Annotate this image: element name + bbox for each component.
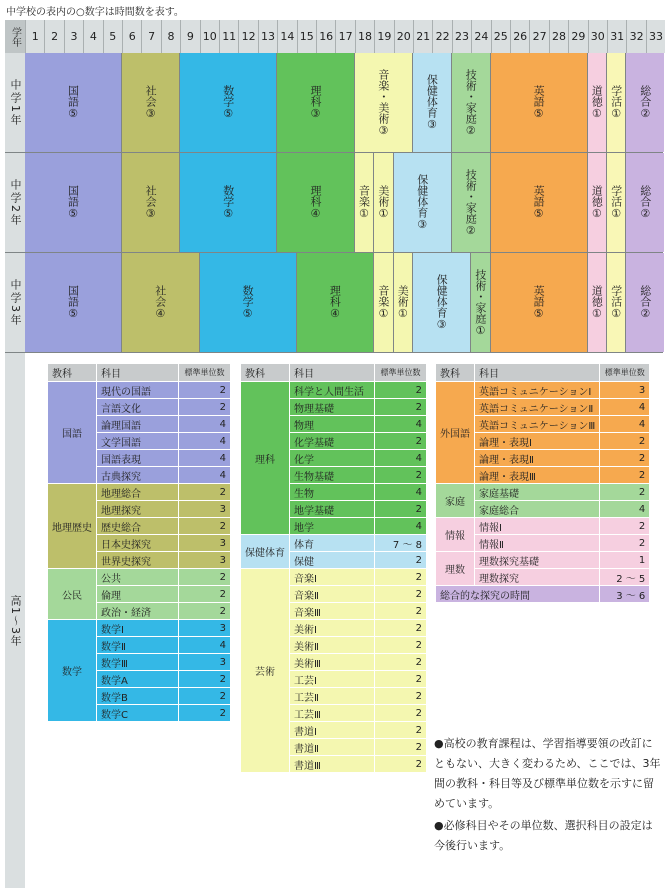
units-cell: 4 — [600, 399, 650, 416]
subject-block-label: 道徳① — [590, 85, 604, 120]
subject-cell: 数学Ⅲ — [97, 654, 179, 671]
units-cell: 2 — [375, 756, 427, 773]
subject-block — [588, 253, 606, 352]
subject-block — [413, 53, 451, 152]
subject-block-label: 音楽① — [376, 285, 390, 320]
table-header-units: 標準単位数 — [600, 364, 650, 382]
column-number: 5 — [103, 20, 122, 53]
subject-block-label: 数学⑤ — [221, 185, 235, 220]
subject-block — [25, 153, 121, 252]
subject-table — [47, 363, 231, 722]
subject-block — [452, 53, 490, 152]
subject-block — [25, 253, 121, 352]
units-cell: 2 — [179, 382, 231, 399]
subject-cell: 理数探究基礎 — [475, 552, 600, 569]
subject-cell: 論理・表現Ⅱ — [475, 450, 600, 467]
subject-block — [355, 53, 412, 152]
subject-cell: 家庭総合 — [475, 501, 600, 518]
units-cell: 2 — [600, 467, 650, 484]
footer-label: 総合的な探究の時間 — [436, 586, 600, 603]
subject-cell: 美術Ⅲ — [290, 654, 375, 671]
column-number: 8 — [161, 20, 180, 53]
table-row — [241, 382, 427, 399]
subject-block — [588, 153, 606, 252]
units-cell: 2 — [179, 671, 231, 688]
subject-cell: 政治・経済 — [97, 603, 179, 620]
subject-cell: 体育 — [290, 535, 375, 552]
caption: 中学校の表内の○数字は時間数を表す。 — [6, 7, 184, 18]
subject-table — [240, 363, 427, 773]
units-cell: 4 — [179, 450, 231, 467]
units-cell: 3 — [179, 620, 231, 637]
subject-block-label: 社会③ — [144, 85, 158, 120]
subject-cell: 文学国語 — [97, 433, 179, 450]
units-cell: 2 — [179, 399, 231, 416]
units-cell: 4 — [375, 518, 427, 535]
category-cell: 保健体育 — [241, 535, 290, 569]
subject-table — [435, 363, 650, 603]
units-cell: 3 — [179, 535, 231, 552]
column-number: 29 — [568, 20, 587, 53]
column-number: 23 — [452, 20, 471, 53]
column-number: 7 — [141, 20, 160, 53]
table-header-category: 教科 — [241, 364, 290, 382]
units-cell: 2 — [375, 467, 427, 484]
column-number: 11 — [219, 20, 238, 53]
category-cell: 家庭 — [436, 484, 475, 518]
column-number: 24 — [471, 20, 490, 53]
subject-block — [607, 153, 625, 252]
units-cell: 2 — [375, 637, 427, 654]
column-number: 2 — [44, 20, 63, 53]
column-number: 10 — [200, 20, 219, 53]
subject-cell: 論理・表現Ⅲ — [475, 467, 600, 484]
subject-cell: 情報Ⅱ — [475, 535, 600, 552]
subject-block — [471, 253, 489, 352]
column-number: 22 — [432, 20, 451, 53]
subject-cell: 音楽Ⅱ — [290, 586, 375, 603]
units-cell: 4 — [600, 416, 650, 433]
subject-block-label: 技術・家庭① — [473, 268, 487, 337]
table-row — [48, 382, 231, 399]
subject-block-label: 数学⑤ — [221, 85, 235, 120]
units-cell: 2 — [179, 705, 231, 722]
table-footer-row — [436, 586, 650, 603]
units-cell: 1 — [600, 552, 650, 569]
table-header-subject: 科目 — [475, 364, 600, 382]
subject-cell: 地理総合 — [97, 484, 179, 501]
units-cell: 3 — [179, 501, 231, 518]
column-number: 30 — [588, 20, 607, 53]
subject-cell: 古典探究 — [97, 467, 179, 484]
units-cell: 2 — [375, 552, 427, 569]
category-cell: 数学 — [48, 620, 97, 722]
column-number: 14 — [277, 20, 296, 53]
column-number: 12 — [238, 20, 257, 53]
subject-block-label: 理科④ — [308, 185, 322, 220]
units-cell: 3 — [179, 654, 231, 671]
column-number: 1 — [25, 20, 44, 53]
subject-block-label: 英語⑤ — [532, 85, 546, 120]
subject-cell: 数学Ⅱ — [97, 637, 179, 654]
units-cell: 2 — [375, 620, 427, 637]
table-row — [436, 382, 650, 399]
table-row — [436, 518, 650, 535]
subject-cell: 化学 — [290, 450, 375, 467]
units-cell: 2 — [600, 433, 650, 450]
subject-cell: 言語文化 — [97, 399, 179, 416]
subject-cell: 数学B — [97, 688, 179, 705]
subject-block — [374, 253, 392, 352]
units-cell: 2 — [375, 739, 427, 756]
grade-label: 中学3年 — [5, 253, 25, 352]
subject-block-label: 国語⑤ — [66, 285, 80, 320]
column-number: 28 — [549, 20, 568, 53]
units-cell: 2 — [179, 603, 231, 620]
subject-block-label: 音楽・美術③ — [376, 68, 390, 137]
category-cell: 芸術 — [241, 569, 290, 773]
subject-block-label: 英語⑤ — [532, 185, 546, 220]
column-number: 9 — [180, 20, 199, 53]
category-cell: 理数 — [436, 552, 475, 586]
subject-block-label: 学活① — [609, 285, 623, 320]
subject-block-label: 保健体育③ — [415, 174, 429, 231]
subject-block — [25, 53, 121, 152]
subject-cell: 化学基礎 — [290, 433, 375, 450]
subject-block-label: 技術・家庭② — [464, 168, 478, 237]
subject-block — [277, 153, 354, 252]
subject-cell: 保健 — [290, 552, 375, 569]
units-cell: 2 — [375, 382, 427, 399]
column-number: 13 — [258, 20, 277, 53]
category-cell: 外国語 — [436, 382, 475, 484]
grade-label: 中学2年 — [5, 153, 25, 252]
subject-cell: 世界史探究 — [97, 552, 179, 569]
table-row — [48, 484, 231, 501]
subject-cell: 音楽Ⅰ — [290, 569, 375, 586]
subject-cell: 科学と人間生活 — [290, 382, 375, 399]
subject-block-label: 数学⑤ — [241, 285, 255, 320]
category-cell: 国語 — [48, 382, 97, 484]
subject-block — [491, 253, 587, 352]
units-cell: 2 — [600, 484, 650, 501]
subject-block-label: 学活① — [609, 85, 623, 120]
subject-block-label: 理科④ — [328, 285, 342, 320]
units-cell: 2 — [375, 671, 427, 688]
column-number: 15 — [297, 20, 316, 53]
subject-cell: 生物基礎 — [290, 467, 375, 484]
subject-block — [122, 53, 179, 152]
subject-block — [626, 253, 664, 352]
subject-block — [394, 253, 412, 352]
units-cell: 2 — [375, 688, 427, 705]
subject-block — [374, 153, 392, 252]
subject-cell: 書道Ⅱ — [290, 739, 375, 756]
subject-block-label: 音楽① — [357, 185, 371, 220]
grade-header: 学年 — [5, 20, 25, 53]
subject-block — [122, 253, 199, 352]
subject-block-label: 総合② — [638, 185, 652, 220]
units-cell: 2 — [375, 705, 427, 722]
subject-cell: 英語コミュニケーションⅠ — [475, 382, 600, 399]
subject-block — [180, 53, 276, 152]
category-cell: 公民 — [48, 569, 97, 620]
units-cell: 3 — [179, 552, 231, 569]
high-school-label: 高1〜3年 — [5, 353, 25, 888]
subject-block-label: 理科③ — [308, 85, 322, 120]
subject-cell: 論理・表現Ⅰ — [475, 433, 600, 450]
units-cell: 4 — [179, 433, 231, 450]
units-cell: 2 — [375, 433, 427, 450]
subject-cell: 書道Ⅰ — [290, 722, 375, 739]
subject-cell: 書道Ⅲ — [290, 756, 375, 773]
subject-cell: 理数探究 — [475, 569, 600, 586]
column-number: 6 — [122, 20, 141, 53]
note-1: ●高校の教育課程は、学習指導要領の改訂にともない、大きく変わるため、ここでは、3年間の教科・科目等及び標準単位数を示すに留めています。 — [434, 737, 661, 810]
subject-block-label: 美術① — [376, 185, 390, 220]
subject-block-label: 総合② — [638, 85, 652, 120]
category-cell: 理科 — [241, 382, 290, 535]
subject-block — [355, 153, 373, 252]
table-header-units: 標準単位数 — [179, 364, 231, 382]
column-number: 18 — [355, 20, 374, 53]
table-row — [241, 535, 427, 552]
units-cell: 2 — [600, 518, 650, 535]
units-cell: 7 〜 8 — [375, 535, 427, 552]
subject-block-label: 社会③ — [144, 185, 158, 220]
column-number: 25 — [491, 20, 510, 53]
subject-block-label: 保健体育③ — [435, 274, 449, 331]
subject-block — [607, 53, 625, 152]
subject-cell: 数学A — [97, 671, 179, 688]
units-cell: 2 — [179, 569, 231, 586]
table-header-category: 教科 — [48, 364, 97, 382]
units-cell: 4 — [179, 467, 231, 484]
units-cell: 4 — [375, 450, 427, 467]
subject-cell: 公共 — [97, 569, 179, 586]
units-cell: 2 — [179, 688, 231, 705]
subject-cell: 地学基礎 — [290, 501, 375, 518]
column-number: 20 — [394, 20, 413, 53]
units-cell: 2 — [375, 399, 427, 416]
column-number: 26 — [510, 20, 529, 53]
units-cell: 2 — [179, 518, 231, 535]
table-header-subject: 科目 — [290, 364, 375, 382]
subject-cell: 英語コミュニケーションⅡ — [475, 399, 600, 416]
subject-cell: 物理基礎 — [290, 399, 375, 416]
subject-block-label: 道徳① — [590, 185, 604, 220]
subject-block-label: 技術・家庭② — [464, 68, 478, 137]
footer-units: 3 〜 6 — [600, 586, 650, 603]
subject-cell: 物理 — [290, 416, 375, 433]
units-cell: 3 — [600, 382, 650, 399]
units-cell: 4 — [375, 416, 427, 433]
units-cell: 2 〜 5 — [600, 569, 650, 586]
column-number: 31 — [607, 20, 626, 53]
units-cell: 2 — [600, 535, 650, 552]
subject-cell: 家庭基礎 — [475, 484, 600, 501]
column-number: 17 — [335, 20, 354, 53]
subject-cell: 生物 — [290, 484, 375, 501]
units-cell: 2 — [179, 484, 231, 501]
category-cell: 情報 — [436, 518, 475, 552]
table-row — [241, 569, 427, 586]
column-number: 32 — [626, 20, 645, 53]
note-2: ●必修科目やその単位数、選択科目の設定は今後行います。 — [434, 819, 653, 852]
subject-cell: 美術Ⅰ — [290, 620, 375, 637]
subject-cell: 英語コミュニケーションⅢ — [475, 416, 600, 433]
column-number: 19 — [374, 20, 393, 53]
subject-cell: 地理探究 — [97, 501, 179, 518]
subject-block-label: 国語⑤ — [66, 185, 80, 220]
table-header-category: 教科 — [436, 364, 475, 382]
units-cell: 4 — [375, 484, 427, 501]
subject-block — [626, 153, 664, 252]
subject-block-label: 道徳① — [590, 285, 604, 320]
subject-block — [588, 53, 606, 152]
units-cell: 2 — [375, 722, 427, 739]
subject-block — [413, 253, 470, 352]
subject-block — [491, 153, 587, 252]
subject-cell: 情報Ⅰ — [475, 518, 600, 535]
category-cell: 地理歴史 — [48, 484, 97, 569]
table-header-units: 標準単位数 — [375, 364, 427, 382]
subject-cell: 工芸Ⅱ — [290, 688, 375, 705]
subject-block-label: 英語⑤ — [532, 285, 546, 320]
units-cell: 4 — [179, 637, 231, 654]
table-row — [436, 484, 650, 501]
subject-cell: 国語表現 — [97, 450, 179, 467]
units-cell: 2 — [375, 654, 427, 671]
subject-cell: 数学Ⅰ — [97, 620, 179, 637]
grade-label: 中学1年 — [5, 53, 25, 152]
subject-cell: 美術Ⅱ — [290, 637, 375, 654]
subject-cell: 現代の国語 — [97, 382, 179, 399]
units-cell: 2 — [375, 501, 427, 518]
column-number: 16 — [316, 20, 335, 53]
subject-block-label: 総合② — [638, 285, 652, 320]
subject-block — [491, 53, 587, 152]
subject-cell: 歴史総合 — [97, 518, 179, 535]
table-row — [48, 569, 231, 586]
subject-block — [277, 53, 354, 152]
units-cell: 4 — [600, 501, 650, 518]
subject-cell: 工芸Ⅰ — [290, 671, 375, 688]
subject-block — [200, 253, 296, 352]
subject-block — [180, 153, 276, 252]
units-cell: 2 — [179, 586, 231, 603]
subject-block-label: 保健体育③ — [425, 74, 439, 131]
subject-cell: 音楽Ⅲ — [290, 603, 375, 620]
subject-cell: 倫理 — [97, 586, 179, 603]
subject-block-label: 学活① — [609, 185, 623, 220]
units-cell: 2 — [600, 450, 650, 467]
table-row — [48, 620, 231, 637]
subject-block — [297, 253, 374, 352]
subject-block — [122, 153, 179, 252]
subject-cell: 数学C — [97, 705, 179, 722]
column-number: 3 — [64, 20, 83, 53]
notes — [434, 734, 662, 858]
units-cell: 2 — [375, 586, 427, 603]
subject-block — [394, 153, 451, 252]
column-number: 33 — [646, 20, 665, 53]
subject-block — [452, 153, 490, 252]
column-number: 21 — [413, 20, 432, 53]
subject-block-label: 社会④ — [153, 285, 167, 320]
column-number: 27 — [529, 20, 548, 53]
subject-cell: 工芸Ⅲ — [290, 705, 375, 722]
table-header-subject: 科目 — [97, 364, 179, 382]
subject-block — [626, 53, 664, 152]
units-cell: 2 — [375, 569, 427, 586]
subject-block-label: 国語⑤ — [66, 85, 80, 120]
units-cell: 2 — [375, 603, 427, 620]
subject-block — [607, 253, 625, 352]
subject-cell: 日本史探究 — [97, 535, 179, 552]
subject-cell: 論理国語 — [97, 416, 179, 433]
subject-cell: 地学 — [290, 518, 375, 535]
subject-block-label: 美術① — [396, 285, 410, 320]
table-row — [436, 552, 650, 569]
units-cell: 4 — [179, 416, 231, 433]
column-number: 4 — [83, 20, 102, 53]
